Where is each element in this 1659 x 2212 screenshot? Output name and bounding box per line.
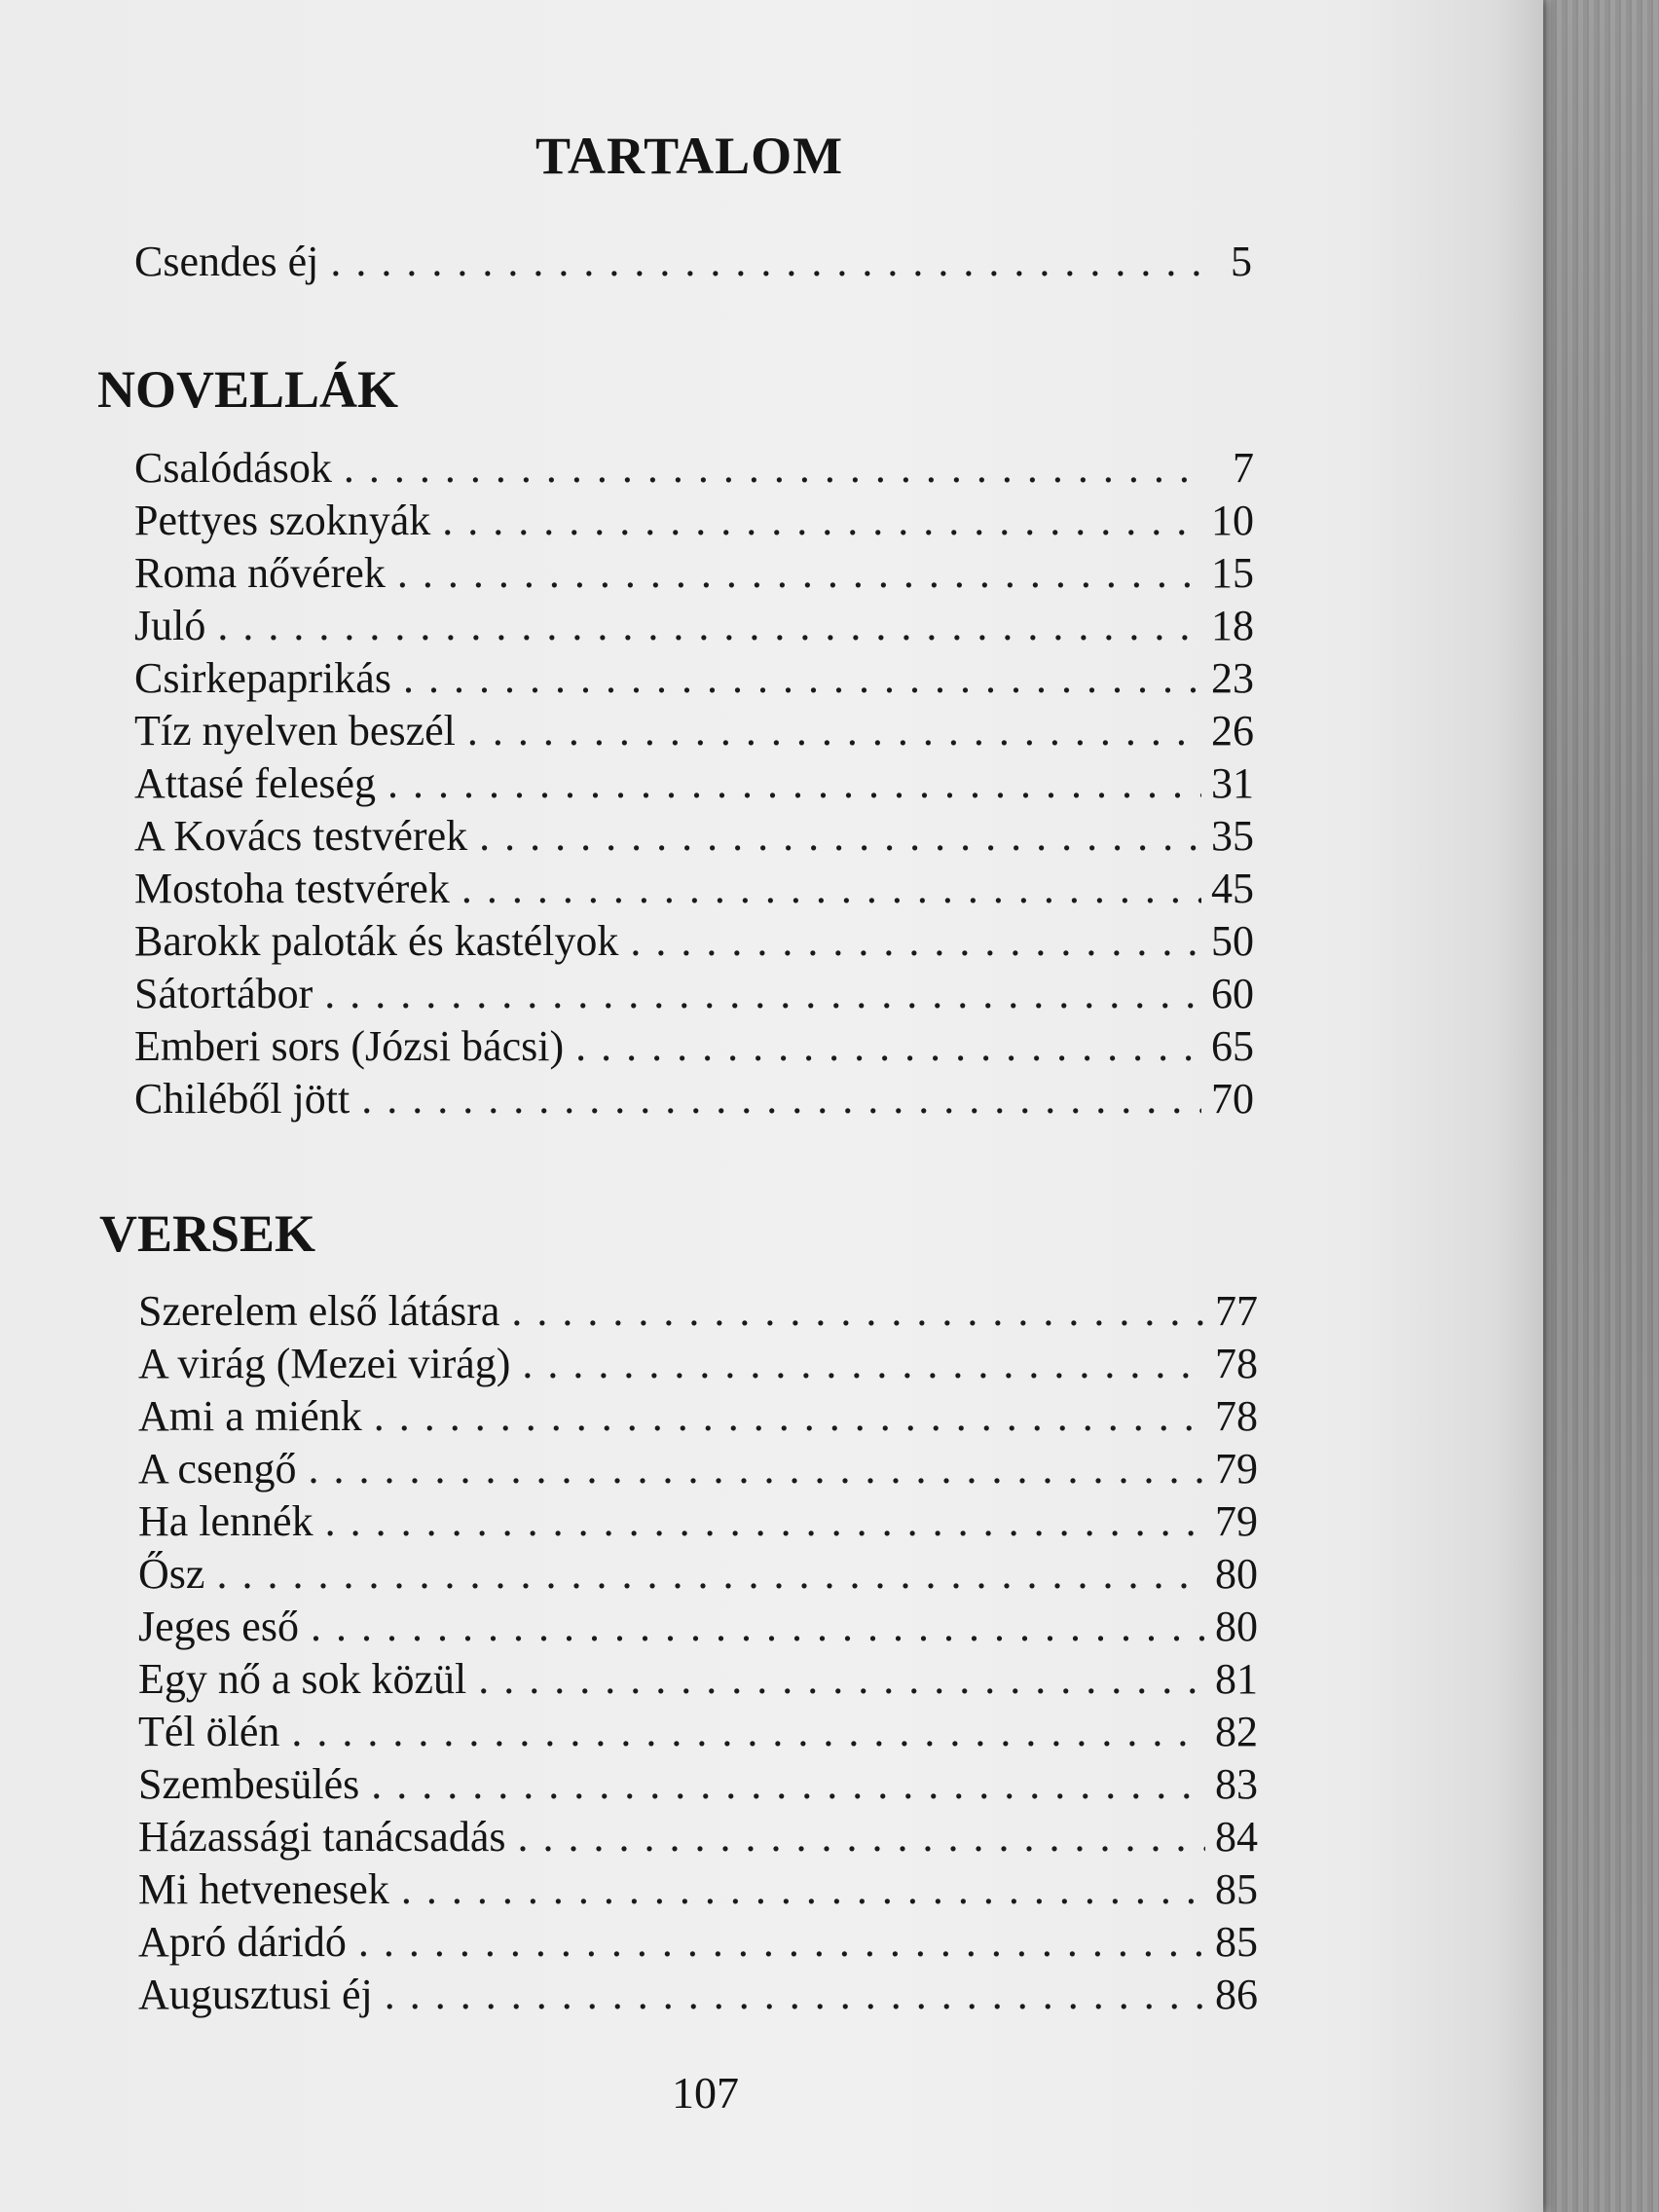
toc-entry-page: 82 — [1215, 1708, 1258, 1755]
toc-entry-page: 23 — [1211, 654, 1254, 702]
intro-list — [134, 236, 1252, 288]
toc-entry — [134, 547, 1254, 600]
toc-entry-title: Mostoha testvérek — [134, 865, 450, 912]
toc-entry — [138, 1390, 1258, 1443]
toc-entry — [134, 1020, 1254, 1073]
dot-leader — [358, 1916, 1205, 1969]
toc-entry-title: Sátortábor — [134, 970, 313, 1017]
dot-leader — [216, 1548, 1205, 1601]
versek-list — [138, 1285, 1258, 2021]
toc-entry — [134, 810, 1254, 863]
toc-entry — [134, 863, 1254, 915]
toc-entry-title: Ha lennék — [138, 1497, 313, 1545]
toc-entry-title: Pettyes szoknyák — [134, 497, 431, 544]
toc-entry — [138, 1758, 1258, 1811]
toc-entry — [138, 1548, 1258, 1601]
dot-leader — [461, 863, 1201, 915]
toc-entry-page: 79 — [1215, 1445, 1258, 1493]
dot-leader — [325, 1495, 1205, 1548]
toc-entry-page: 50 — [1211, 917, 1254, 965]
dot-leader — [479, 810, 1201, 863]
toc-entry — [138, 1601, 1258, 1653]
toc-entry — [138, 1969, 1258, 2021]
toc-entry-title: Roma nővérek — [134, 549, 386, 597]
toc-entry-title: Ami a miénk — [138, 1392, 362, 1440]
toc-entry-title: Egy nő a sok közül — [138, 1655, 467, 1703]
dot-leader — [344, 442, 1201, 495]
toc-entry-page: 10 — [1211, 497, 1254, 544]
toc-entry-title: Tél ölén — [138, 1708, 280, 1755]
toc-entry-title: Csirkepaprikás — [134, 654, 391, 702]
toc-entry-title: A Kovács testvérek — [134, 812, 468, 860]
page-title: TARTALOM — [535, 127, 844, 185]
toc-entry-page: 5 — [1231, 238, 1252, 285]
toc-entry-title: Mi hetvenesek — [138, 1865, 389, 1913]
dot-leader — [467, 705, 1201, 757]
toc-entry-title: Szembesülés — [138, 1760, 360, 1808]
dot-leader — [361, 1073, 1201, 1125]
toc-entry — [138, 1443, 1258, 1495]
dot-leader — [217, 600, 1201, 652]
toc-entry-title: Chiléből jött — [134, 1075, 350, 1123]
toc-entry-title: Csendes éj — [134, 238, 319, 285]
toc-entry-page: 86 — [1215, 1971, 1258, 2018]
dot-leader — [387, 757, 1201, 810]
toc-entry-title: A csengő — [138, 1445, 297, 1493]
dot-leader — [575, 1020, 1201, 1073]
toc-entry-page: 7 — [1233, 444, 1254, 492]
toc-entry-title: Szerelem első látásra — [138, 1287, 500, 1335]
dot-leader — [478, 1653, 1205, 1706]
toc-entry-page: 85 — [1215, 1865, 1258, 1913]
toc-entry — [138, 1863, 1258, 1916]
page-number: 107 — [672, 2068, 739, 2118]
dot-leader — [385, 1969, 1205, 2021]
toc-entry — [138, 1653, 1258, 1706]
toc-entry-title: Csalódások — [134, 444, 332, 492]
toc-entry-title: Emberi sors (Józsi bácsi) — [134, 1022, 565, 1070]
toc-entry-page: 78 — [1215, 1340, 1258, 1387]
toc-entry-title: Apró dáridó — [138, 1918, 347, 1966]
toc-entry-page: 81 — [1215, 1655, 1258, 1703]
dot-leader — [291, 1706, 1205, 1758]
dot-leader — [374, 1390, 1205, 1443]
toc-entry-page: 18 — [1211, 602, 1254, 649]
toc-entry — [134, 600, 1254, 652]
toc-entry — [134, 968, 1254, 1020]
toc-entry-page: 65 — [1211, 1022, 1254, 1070]
dot-leader — [324, 968, 1201, 1020]
dot-leader — [401, 1863, 1205, 1916]
toc-entry-page: 79 — [1215, 1497, 1258, 1545]
toc-entry-page: 77 — [1215, 1287, 1258, 1335]
toc-entry — [138, 1338, 1258, 1390]
toc-entry — [138, 1916, 1258, 1969]
toc-entry-page: 35 — [1211, 812, 1254, 860]
toc-entry-page: 85 — [1215, 1918, 1258, 1966]
dot-leader — [522, 1338, 1205, 1390]
toc-entry — [138, 1706, 1258, 1758]
dot-leader — [630, 915, 1201, 968]
toc-entry-page: 78 — [1215, 1392, 1258, 1440]
toc-entry-page: 60 — [1211, 970, 1254, 1017]
toc-entry — [134, 915, 1254, 968]
toc-entry — [138, 1285, 1258, 1338]
toc-entry-title: Attasé feleség — [134, 759, 376, 807]
toc-entry-page: 80 — [1215, 1550, 1258, 1598]
toc-entry-title: A virág (Mezei virág) — [138, 1340, 511, 1387]
section-heading-versek: VERSEK — [99, 1204, 316, 1263]
toc-entry — [138, 1811, 1258, 1863]
toc-entry-title: Ősz — [138, 1550, 205, 1598]
dot-leader — [330, 236, 1199, 288]
toc-entry — [134, 757, 1254, 810]
toc-entry — [134, 495, 1254, 547]
toc-entry-title: Tíz nyelven beszél — [134, 707, 456, 755]
toc-entry — [134, 705, 1254, 757]
toc-entry-title: Augusztusi éj — [138, 1971, 373, 2018]
dot-leader — [403, 652, 1201, 705]
toc-entry-page: 83 — [1215, 1760, 1258, 1808]
dot-leader — [442, 495, 1201, 547]
toc-entry — [134, 652, 1254, 705]
section-heading-novellak: NOVELLÁK — [97, 360, 399, 419]
toc-entry-page: 80 — [1215, 1603, 1258, 1650]
toc-entry-page: 26 — [1211, 707, 1254, 755]
toc-entry-title: Jeges eső — [138, 1603, 299, 1650]
toc-entry-page: 31 — [1211, 759, 1254, 807]
dot-leader — [517, 1811, 1205, 1863]
novellak-list — [134, 442, 1254, 1125]
toc-entry-title: Barokk paloták és kastélyok — [134, 917, 619, 965]
dot-leader — [371, 1758, 1205, 1811]
toc-entry — [134, 236, 1252, 288]
toc-entry-title: Házassági tanácsadás — [138, 1813, 506, 1861]
backdrop-surface — [1533, 0, 1659, 2212]
toc-entry-page: 15 — [1211, 549, 1254, 597]
toc-entry — [138, 1495, 1258, 1548]
dot-leader — [397, 547, 1201, 600]
toc-entry-title: Juló — [134, 602, 206, 649]
toc-entry — [134, 442, 1254, 495]
toc-entry-page: 45 — [1211, 865, 1254, 912]
dot-leader — [311, 1601, 1205, 1653]
toc-entry-page: 70 — [1211, 1075, 1254, 1123]
dot-leader — [511, 1285, 1205, 1338]
toc-entry-page: 84 — [1215, 1813, 1258, 1861]
dot-leader — [309, 1443, 1205, 1495]
toc-entry — [134, 1073, 1254, 1125]
